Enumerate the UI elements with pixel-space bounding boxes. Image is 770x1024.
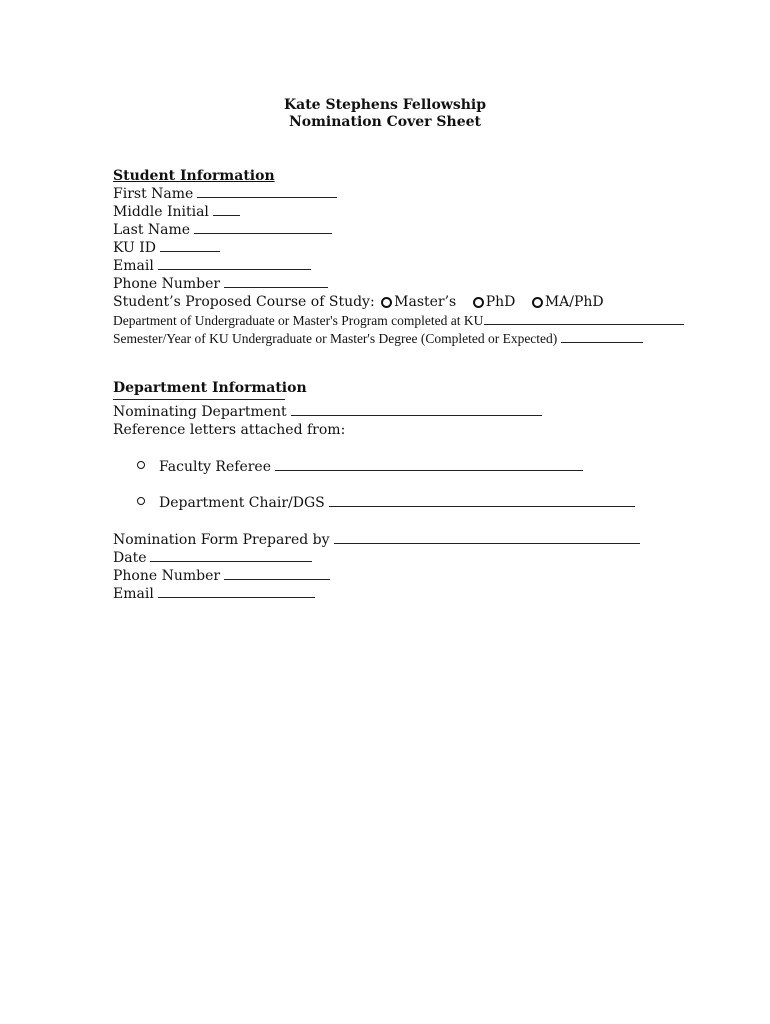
first-name-field[interactable] <box>197 185 337 198</box>
department-completed-field[interactable] <box>484 312 684 325</box>
last-name-row <box>113 221 332 239</box>
preparer-email-field[interactable] <box>158 585 315 598</box>
prepared-by-field[interactable] <box>334 531 640 544</box>
masters-option-label: Master’s <box>394 294 457 310</box>
middle-initial-label: Middle Initial <box>113 204 209 220</box>
date-field[interactable] <box>150 549 312 562</box>
phd-radio[interactable] <box>473 297 484 308</box>
department-chair-label: Department Chair/DGS <box>159 495 325 511</box>
department-completed-row <box>113 312 684 330</box>
department-chair-row <box>137 494 635 512</box>
last-name-label: Last Name <box>113 222 191 238</box>
bullet-icon <box>137 461 145 469</box>
last-name-field[interactable] <box>194 221 332 234</box>
middle-initial-field[interactable] <box>213 203 240 216</box>
phd-option-label: PhD <box>485 294 516 310</box>
phone-label: Phone Number <box>113 276 221 292</box>
ku-id-row <box>113 239 220 257</box>
document-subtitle: Nomination Cover Sheet <box>288 114 482 130</box>
preparer-phone-field[interactable] <box>224 567 330 580</box>
email-label: Email <box>113 258 154 274</box>
course-of-study-label: Student’s Proposed Course of Study: <box>113 294 375 310</box>
faculty-referee-label: Faculty Referee <box>159 459 271 475</box>
email-row <box>113 257 311 275</box>
nominating-department-field[interactable] <box>291 403 542 416</box>
bullet-icon <box>137 497 145 505</box>
student-information-heading: Student Information <box>113 168 275 184</box>
heading-underline <box>113 399 285 400</box>
prepared-by-label: Nomination Form Prepared by <box>113 532 330 548</box>
email-field[interactable] <box>158 257 311 270</box>
semester-year-field[interactable] <box>561 330 643 343</box>
date-label: Date <box>113 550 147 566</box>
first-name-row <box>113 185 337 203</box>
ku-id-label: KU ID <box>113 240 156 256</box>
preparer-email-label: Email <box>113 586 154 602</box>
ku-id-field[interactable] <box>160 239 220 252</box>
faculty-referee-row <box>137 458 583 476</box>
semester-year-row <box>113 330 643 348</box>
nominating-department-label: Nominating Department <box>113 404 287 420</box>
prepared-by-row <box>113 531 640 549</box>
nominating-department-row <box>113 403 542 421</box>
reference-letters-label: Reference letters attached from: <box>113 422 346 438</box>
preparer-phone-row <box>113 567 330 585</box>
preparer-phone-label: Phone Number <box>113 568 221 584</box>
date-row <box>113 549 312 567</box>
ma-phd-option-label: MA/PhD <box>544 294 604 310</box>
semester-year-label: Semester/Year of KU Undergraduate or Master's Degree (Completed or Expected) <box>113 331 558 346</box>
faculty-referee-field[interactable] <box>275 458 583 471</box>
phone-row <box>113 275 328 293</box>
middle-initial-row <box>113 203 240 221</box>
phone-field[interactable] <box>224 275 328 288</box>
ma-phd-radio[interactable] <box>532 297 543 308</box>
first-name-label: First Name <box>113 186 194 202</box>
reference-letters-row <box>113 421 345 439</box>
department-completed-label: Department of Undergraduate or Master's Program completed at KU <box>113 313 484 328</box>
department-chair-field[interactable] <box>329 494 635 507</box>
course-of-study-row <box>113 293 604 311</box>
preparer-email-row <box>113 585 315 603</box>
document-title: Kate Stephens Fellowship <box>283 97 487 113</box>
department-information-heading: Department Information <box>113 380 307 396</box>
masters-radio[interactable] <box>381 297 392 308</box>
